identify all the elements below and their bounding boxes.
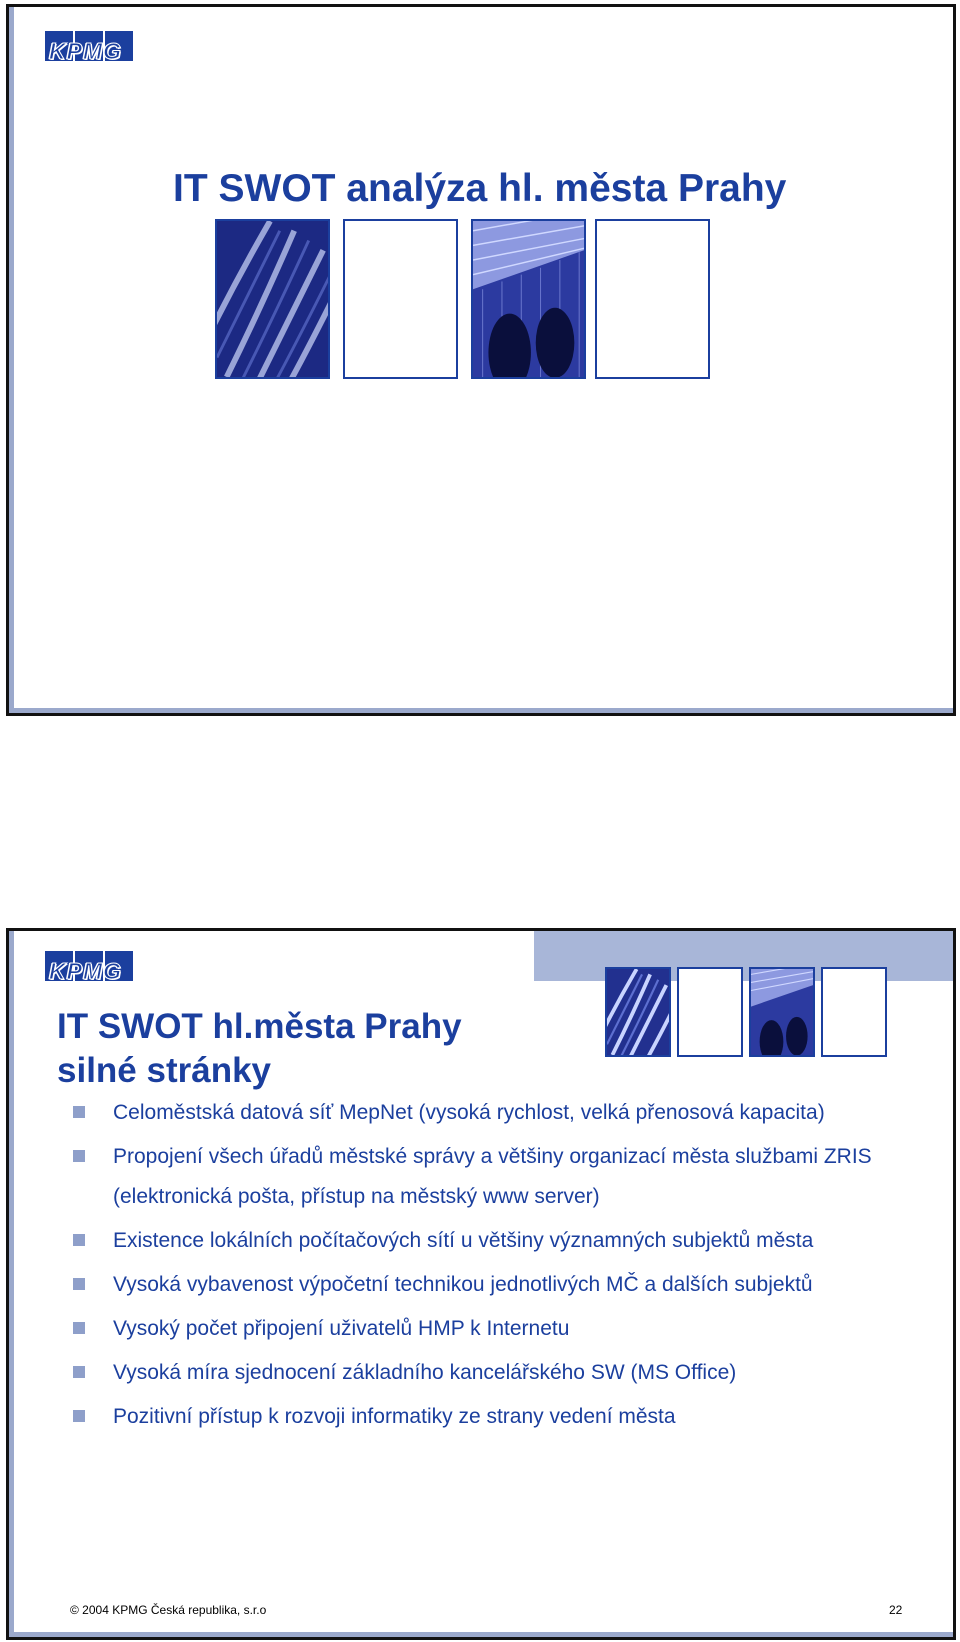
- kpmg-logo-text: KPMG: [49, 958, 122, 984]
- list-item: Existence lokálních počítačových sítí u většiny významných subjektů města: [73, 1221, 933, 1261]
- square-bullet-icon: [73, 1410, 85, 1422]
- slide-1-title: IT SWOT analýza hl. města Prahy: [173, 167, 787, 210]
- footer-copyright: © 2004 KPMG Česká republika, s.r.o: [70, 1603, 267, 1617]
- kpmg-logo: [45, 31, 133, 64]
- list-item: Propojení všech úřadů městské správy a většiny organizací města službami ZRIS (elektronická pošta, přístup na městský www server): [73, 1137, 933, 1217]
- square-bullet-icon: [73, 1106, 85, 1118]
- list-item: Vysoký počet připojení uživatelů HMP k Internetu: [73, 1309, 933, 1349]
- blank-tile: [821, 967, 887, 1057]
- turbine-photo-tile: [215, 219, 330, 379]
- list-item: Celoměstská datová síť MepNet (vysoká rychlost, velká přenosová kapacita): [73, 1093, 933, 1133]
- list-item: Vysoká míra sjednocení základního kancelářského SW (MS Office): [73, 1353, 933, 1393]
- blank-tile: [595, 219, 710, 379]
- slide-2-title: [57, 1005, 462, 1093]
- bullet-list: [73, 1093, 933, 1441]
- list-item: Vysoká vybavenost výpočetní technikou jednotlivých MČ a dalších subjektů: [73, 1265, 933, 1305]
- grate-photo-tile: [471, 219, 586, 379]
- blank-tile: [677, 967, 743, 1057]
- slide-1: [6, 4, 956, 716]
- list-item: Pozitivní přístup k rozvoji informatiky ze strany vedení města: [73, 1397, 933, 1437]
- kpmg-logo: [45, 951, 133, 984]
- header-accent-band: [534, 931, 954, 981]
- slide-2-title-line-1: IT SWOT hl.města Prahy: [57, 1007, 462, 1046]
- slide-2-title-line-2: silné stránky: [57, 1051, 271, 1090]
- blank-tile: [343, 219, 458, 379]
- square-bullet-icon: [73, 1366, 85, 1378]
- square-bullet-icon: [73, 1322, 85, 1334]
- kpmg-logo-text: KPMG: [49, 38, 122, 64]
- turbine-photo-tile: [605, 967, 671, 1057]
- square-bullet-icon: [73, 1234, 85, 1246]
- page-number: 22: [889, 1603, 903, 1617]
- grate-photo-tile: [749, 967, 815, 1057]
- square-bullet-icon: [73, 1150, 85, 1162]
- square-bullet-icon: [73, 1278, 85, 1290]
- slide-2: [6, 928, 956, 1640]
